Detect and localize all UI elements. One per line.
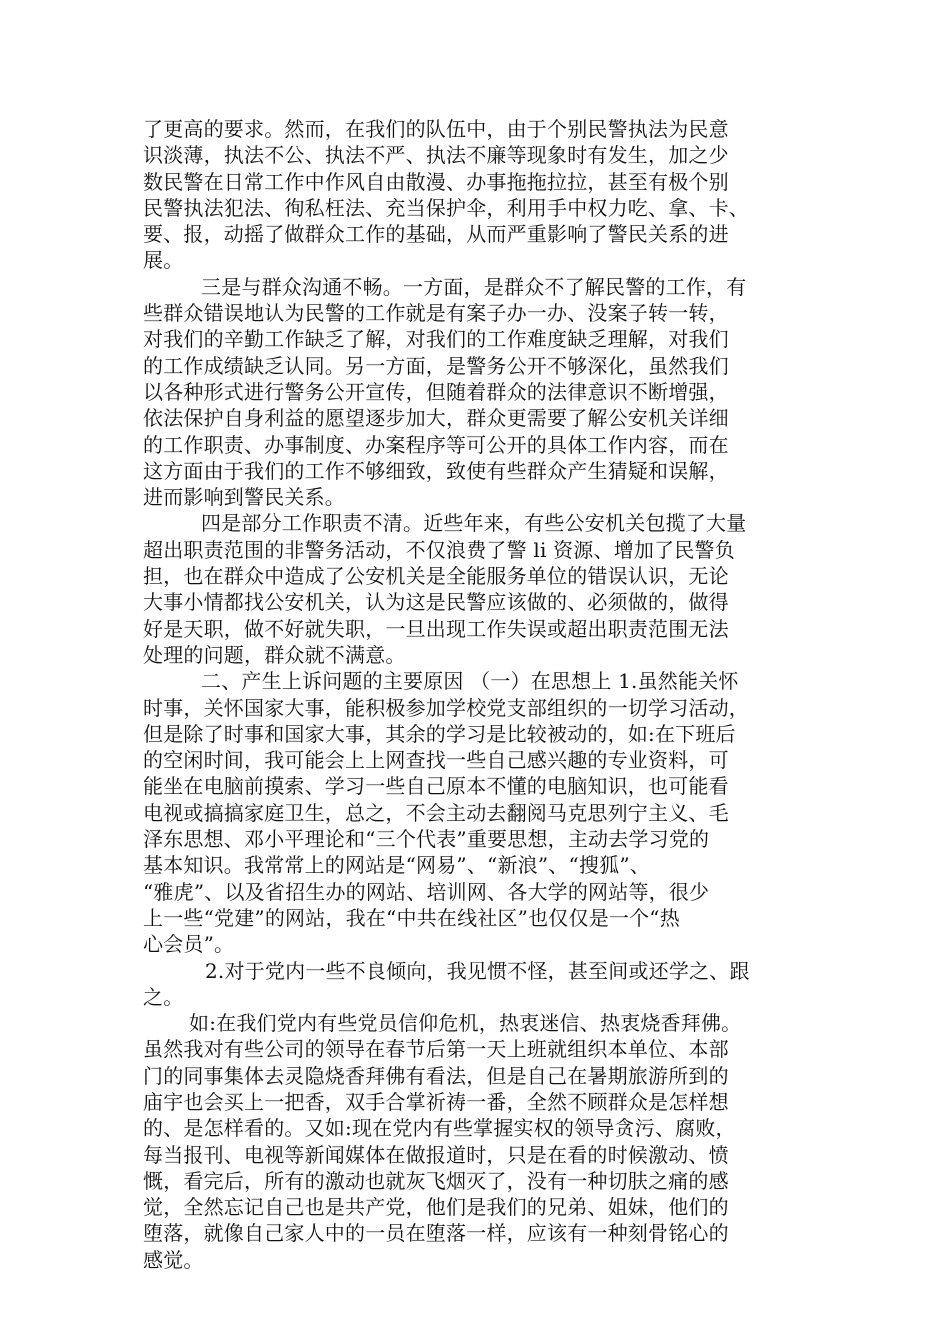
text-line: 好是天职，做不好就失职，一旦出现工作失误或超出职责范围无法 bbox=[143, 616, 729, 641]
text-line: 泽东思想、邓小平理论和“三个代表”重要思想，主动去学习党的 bbox=[143, 827, 710, 852]
text-line: 这方面由于我们的工作不够细致，致使有些群众产生猜疑和误解， bbox=[143, 458, 729, 483]
paragraph-start-line: 四是部分工作职责不清。近些年来，有些公安机关包揽了大量 bbox=[201, 511, 747, 536]
text-line: 民警执法犯法、徇私枉法、充当保护伞，利用手中权力吃、拿、卡、 bbox=[143, 195, 749, 220]
text-line: 上一些“党建”的网站，我在“中共在线社区”也仅仅是一个“热 bbox=[143, 905, 680, 930]
text-line: 了更高的要求。然而，在我们的队伍中，由于个别民警执法为民意 bbox=[143, 117, 729, 141]
text-line: 感觉。 bbox=[143, 1247, 204, 1272]
text-line: 的、是怎样看的。又如:现在党内有些掌握实权的领导贪污、腐败， bbox=[143, 1116, 736, 1141]
paragraph-start-line: 2.对于党内一些不良倾向，我见惯不怪，甚至间或还学之、跟 bbox=[205, 958, 750, 983]
text-line: 要、报，动摇了做群众工作的基础，从而严重影响了警民关系的进 bbox=[143, 222, 729, 247]
text-line: 展。 bbox=[143, 248, 184, 273]
text-line: 识淡薄，执法不公、执法不严、执法不廉等现象时有发生，加之少 bbox=[143, 143, 729, 168]
text-line: “雅虎”、以及省招生办的网站、培训网、各大学的网站等，很少 bbox=[143, 879, 710, 904]
text-line: 依法保护自身利益的愿望逐步加大，群众更需要了解公安机关详细 bbox=[143, 406, 729, 431]
text-line: 基本知识。我常常上的网站是“网易”、“新浪”、“搜狐”、 bbox=[143, 853, 650, 878]
text-line: 但是除了时事和国家大事，其余的学习是比较被动的，如:在下班后 bbox=[143, 721, 736, 746]
paragraph-start-line: 二、产生上诉问题的主要原因 （一）在思想上 1.虽然能关怀 bbox=[201, 669, 739, 694]
paragraph-start-line: 三是与群众沟通不畅。一方面，是群众不了解民警的工作，有 bbox=[201, 274, 747, 299]
text-line: 超出职责范围的非警务活动，不仅浪费了警 li 资源、增加了民警负 bbox=[143, 537, 735, 562]
text-line: 以各种形式进行警务公开宣传，但随着群众的法律意识不断增强， bbox=[143, 379, 729, 404]
text-line: 大事小情都找公安机关，认为这是民警应该做的、必须做的，做得 bbox=[143, 590, 729, 615]
text-line: 对我们的辛勤工作缺乏了解，对我们的工作难度缺乏理解，对我们 bbox=[143, 327, 729, 352]
text-line: 堕落，就像自己家人中的一员在堕落一样，应该有一种刻骨铭心的 bbox=[143, 1221, 729, 1246]
text-line: 电视或搞搞家庭卫生，总之，不会主动去翻阅马克思列宁主义、毛 bbox=[143, 800, 729, 825]
text-line: 每当报刊、电视等新闻媒体在做报道时，只是在看的时候激动、愤 bbox=[143, 1142, 729, 1167]
text-line: 处理的问题，群众就不满意。 bbox=[143, 642, 406, 667]
text-line: 慨，看完后，所有的激动也就灰飞烟灭了，没有一种切肤之痛的感 bbox=[143, 1168, 729, 1193]
text-line: 些群众错误地认为民警的工作就是有案子办一办、没案子转一转， bbox=[143, 301, 729, 326]
text-line: 进而影响到警民关系。 bbox=[143, 485, 345, 510]
text-line: 庙宇也会买上一把香，双手合掌祈祷一番，全然不顾群众是怎样想 bbox=[143, 1089, 729, 1114]
document-body bbox=[143, 116, 805, 1273]
text-line: 能坐在电脑前摸索、学习一些自己原本不懂的电脑知识，也可能看 bbox=[143, 774, 729, 799]
text-line: 觉，全然忘记自己也是共产党，他们是我们的兄弟、姐妹，他们的 bbox=[143, 1195, 729, 1220]
text-line: 的工作成绩缺乏认同。另一方面，是警务公开不够深化，虽然我们 bbox=[143, 353, 729, 378]
text-line: 的空闲时间，我可能会上上网查找一些自己感兴趣的专业资料，可 bbox=[143, 748, 729, 773]
text-line: 之。 bbox=[143, 984, 184, 1009]
text-line: 心会员”。 bbox=[143, 932, 235, 957]
text-line: 时事，关怀国家大事，能积极参加学校党支部组织的一切学习活动， bbox=[143, 695, 749, 720]
text-line: 虽然我对有些公司的领导在春节后第一天上班就组织本单位、本部 bbox=[143, 1037, 729, 1062]
paragraph-start-line: 如:在我们党内有些党员信仰危机，热衷迷信、热衷烧香拜佛。 bbox=[189, 1011, 742, 1036]
text-line: 门的同事集体去灵隐烧香拜佛有看法，但是自己在暑期旅游所到的 bbox=[143, 1063, 729, 1088]
text-line: 数民警在日常工作中作风自由散漫、办事拖拖拉拉，甚至有极个别 bbox=[143, 169, 729, 194]
text-line: 的工作职责、办事制度、办案程序等可公开的具体工作内容，而在 bbox=[143, 432, 729, 457]
text-line: 担，也在群众中造成了公安机关是全能服务单位的错误认识，无论 bbox=[143, 564, 729, 589]
